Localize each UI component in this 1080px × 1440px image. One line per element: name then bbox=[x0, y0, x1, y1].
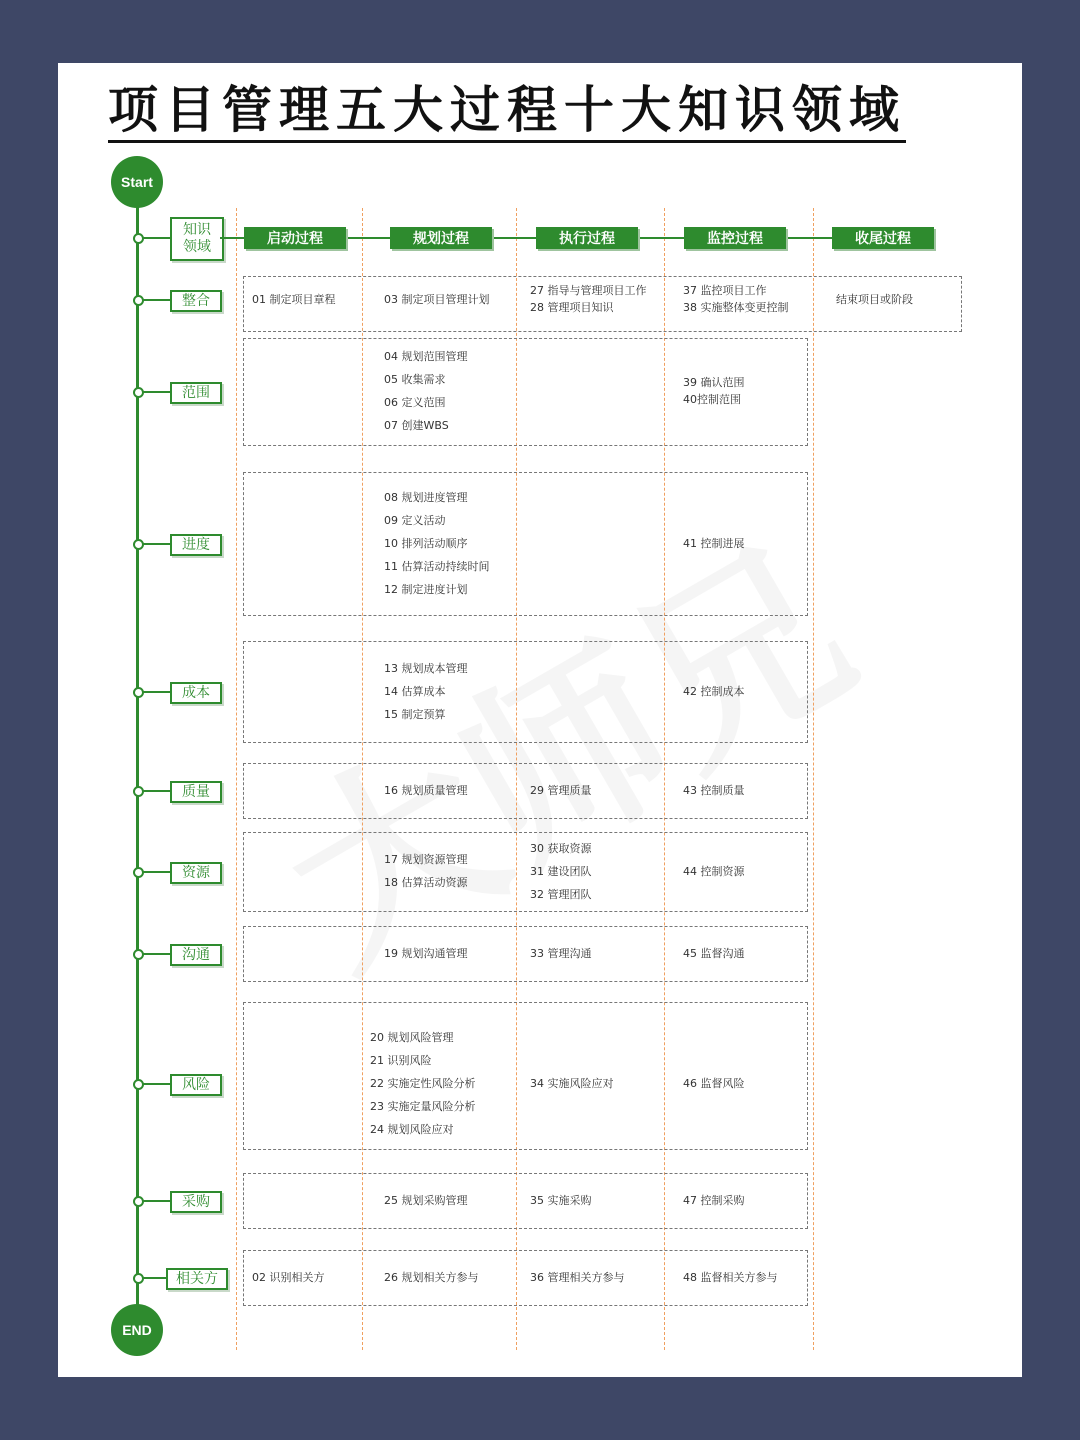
process-cell bbox=[530, 1266, 625, 1289]
knowledge-area-label: 相关方 bbox=[166, 1268, 228, 1290]
process-cell bbox=[384, 1266, 479, 1289]
process-item: 35 实施采购 bbox=[530, 1193, 592, 1207]
phase-header-4: 监控过程 bbox=[684, 227, 786, 249]
process-item: 41 控制进展 bbox=[683, 536, 745, 550]
process-item: 17 规划资源管理 bbox=[384, 853, 468, 866]
process-item: 27 指导与管理项目工作 bbox=[530, 284, 647, 297]
phase-divider bbox=[813, 208, 814, 1350]
connector-line bbox=[142, 1277, 166, 1279]
process-item: 07 创建WBS bbox=[384, 419, 449, 432]
process-item: 13 规划成本管理 bbox=[384, 661, 468, 675]
process-item: 21 识别风险 bbox=[370, 1053, 432, 1067]
process-cell bbox=[683, 1189, 745, 1212]
process-cell bbox=[530, 942, 592, 965]
process-item: 01 制定项目章程 bbox=[252, 292, 336, 306]
process-cell bbox=[384, 1189, 468, 1212]
process-cell bbox=[683, 374, 745, 408]
phase-connector bbox=[220, 237, 244, 239]
phase-connector bbox=[346, 237, 390, 239]
process-cell bbox=[384, 848, 468, 894]
process-item: 47 控制采购 bbox=[683, 1193, 745, 1207]
process-item: 43 控制质量 bbox=[683, 783, 745, 797]
process-cell bbox=[683, 282, 789, 316]
process-item: 22 实施定性风险分析 bbox=[370, 1076, 476, 1090]
process-item: 12 制定进度计划 bbox=[384, 582, 468, 596]
connector-line bbox=[142, 299, 170, 301]
process-cell bbox=[836, 288, 913, 311]
process-cell bbox=[683, 532, 745, 555]
process-item: 16 规划质量管理 bbox=[384, 783, 468, 797]
connector-line bbox=[142, 871, 170, 873]
phase-connector bbox=[638, 237, 684, 239]
process-item: 14 估算成本 bbox=[384, 684, 446, 698]
start-node: Start bbox=[111, 156, 163, 208]
process-item: 36 管理相关方参与 bbox=[530, 1270, 625, 1284]
process-item: 11 估算活动持续时间 bbox=[384, 559, 490, 573]
process-item: 44 控制资源 bbox=[683, 864, 745, 878]
process-item: 结束项目或阶段 bbox=[836, 292, 913, 306]
process-cell bbox=[683, 680, 745, 703]
connector-line bbox=[142, 1200, 170, 1202]
knowledge-area-label: 整合 bbox=[170, 290, 222, 312]
process-cell bbox=[530, 1072, 614, 1095]
phase-header-2: 规划过程 bbox=[390, 227, 492, 249]
phase-connector bbox=[492, 237, 536, 239]
knowledge-area-header bbox=[170, 217, 224, 261]
knowledge-area-label: 沟通 bbox=[170, 944, 222, 966]
process-item: 34 实施风险应对 bbox=[530, 1076, 614, 1090]
process-item: 37 监控项目工作 bbox=[683, 284, 767, 297]
process-cell bbox=[252, 1266, 325, 1289]
process-cell bbox=[530, 779, 592, 802]
connector-line bbox=[142, 237, 170, 239]
process-item: 10 排列活动顺序 bbox=[384, 536, 468, 550]
process-item: 26 规划相关方参与 bbox=[384, 1270, 479, 1284]
process-item: 25 规划采购管理 bbox=[384, 1193, 468, 1207]
knowledge-area-label: 采购 bbox=[170, 1191, 222, 1213]
knowledge-area-label: 范围 bbox=[170, 382, 222, 404]
process-cell bbox=[683, 942, 745, 965]
process-cell bbox=[683, 1072, 745, 1095]
process-cell bbox=[384, 657, 468, 726]
process-cell bbox=[384, 486, 490, 601]
connector-line bbox=[142, 1083, 170, 1085]
process-cell bbox=[683, 1266, 778, 1289]
connector-line bbox=[142, 953, 170, 955]
process-item: 38 实施整体变更控制 bbox=[683, 301, 789, 314]
process-item: 06 定义范围 bbox=[384, 396, 446, 409]
process-item: 31 建设团队 bbox=[530, 864, 592, 878]
header-text: 知识领域 bbox=[183, 222, 211, 255]
process-cell bbox=[530, 1189, 592, 1212]
process-cell bbox=[252, 288, 336, 311]
process-cell bbox=[530, 282, 647, 316]
process-cell bbox=[384, 779, 468, 802]
process-cell bbox=[384, 942, 468, 965]
phase-connector bbox=[786, 237, 832, 239]
process-cell bbox=[530, 837, 592, 906]
end-node: END bbox=[111, 1304, 163, 1356]
process-item: 40控制范围 bbox=[683, 393, 741, 406]
phase-header-5: 收尾过程 bbox=[832, 227, 934, 249]
process-item: 45 监督沟通 bbox=[683, 946, 745, 960]
process-item: 05 收集需求 bbox=[384, 373, 446, 386]
process-item: 33 管理沟通 bbox=[530, 946, 592, 960]
process-item: 18 估算活动资源 bbox=[384, 876, 468, 889]
process-item: 23 实施定量风险分析 bbox=[370, 1099, 476, 1113]
knowledge-area-label: 资源 bbox=[170, 862, 222, 884]
process-cell bbox=[384, 288, 490, 311]
process-item: 15 制定预算 bbox=[384, 707, 446, 721]
process-item: 28 管理项目知识 bbox=[530, 301, 614, 314]
process-item: 29 管理质量 bbox=[530, 783, 592, 797]
connector-line bbox=[142, 391, 170, 393]
connector-line bbox=[142, 543, 170, 545]
knowledge-area-label: 进度 bbox=[170, 534, 222, 556]
connector-line bbox=[142, 691, 170, 693]
process-item: 09 定义活动 bbox=[384, 513, 446, 527]
process-item: 48 监督相关方参与 bbox=[683, 1270, 778, 1284]
process-cell bbox=[683, 860, 745, 883]
process-item: 02 识别相关方 bbox=[252, 1270, 325, 1284]
process-item: 24 规划风险应对 bbox=[370, 1122, 454, 1136]
process-cell bbox=[683, 779, 745, 802]
phase-divider bbox=[236, 208, 237, 1350]
process-cell bbox=[384, 345, 468, 437]
knowledge-area-label: 质量 bbox=[170, 781, 222, 803]
timeline-spine bbox=[136, 204, 139, 1308]
connector-line bbox=[142, 790, 170, 792]
process-item: 42 控制成本 bbox=[683, 684, 745, 698]
knowledge-area-label: 成本 bbox=[170, 682, 222, 704]
phase-header-1: 启动过程 bbox=[244, 227, 346, 249]
page-title: 项目管理五大过程十大知识领域 bbox=[108, 82, 906, 143]
process-item: 08 规划进度管理 bbox=[384, 490, 468, 504]
process-cell bbox=[370, 1026, 476, 1141]
process-item: 20 规划风险管理 bbox=[370, 1030, 454, 1044]
process-item: 03 制定项目管理计划 bbox=[384, 292, 490, 306]
process-item: 04 规划范围管理 bbox=[384, 350, 468, 363]
process-item: 19 规划沟通管理 bbox=[384, 946, 468, 960]
process-item: 39 确认范围 bbox=[683, 376, 745, 389]
process-item: 32 管理团队 bbox=[530, 887, 592, 901]
process-item: 30 获取资源 bbox=[530, 841, 592, 855]
phase-header-3: 执行过程 bbox=[536, 227, 638, 249]
process-item: 46 监督风险 bbox=[683, 1076, 745, 1090]
knowledge-area-label: 风险 bbox=[170, 1074, 222, 1096]
